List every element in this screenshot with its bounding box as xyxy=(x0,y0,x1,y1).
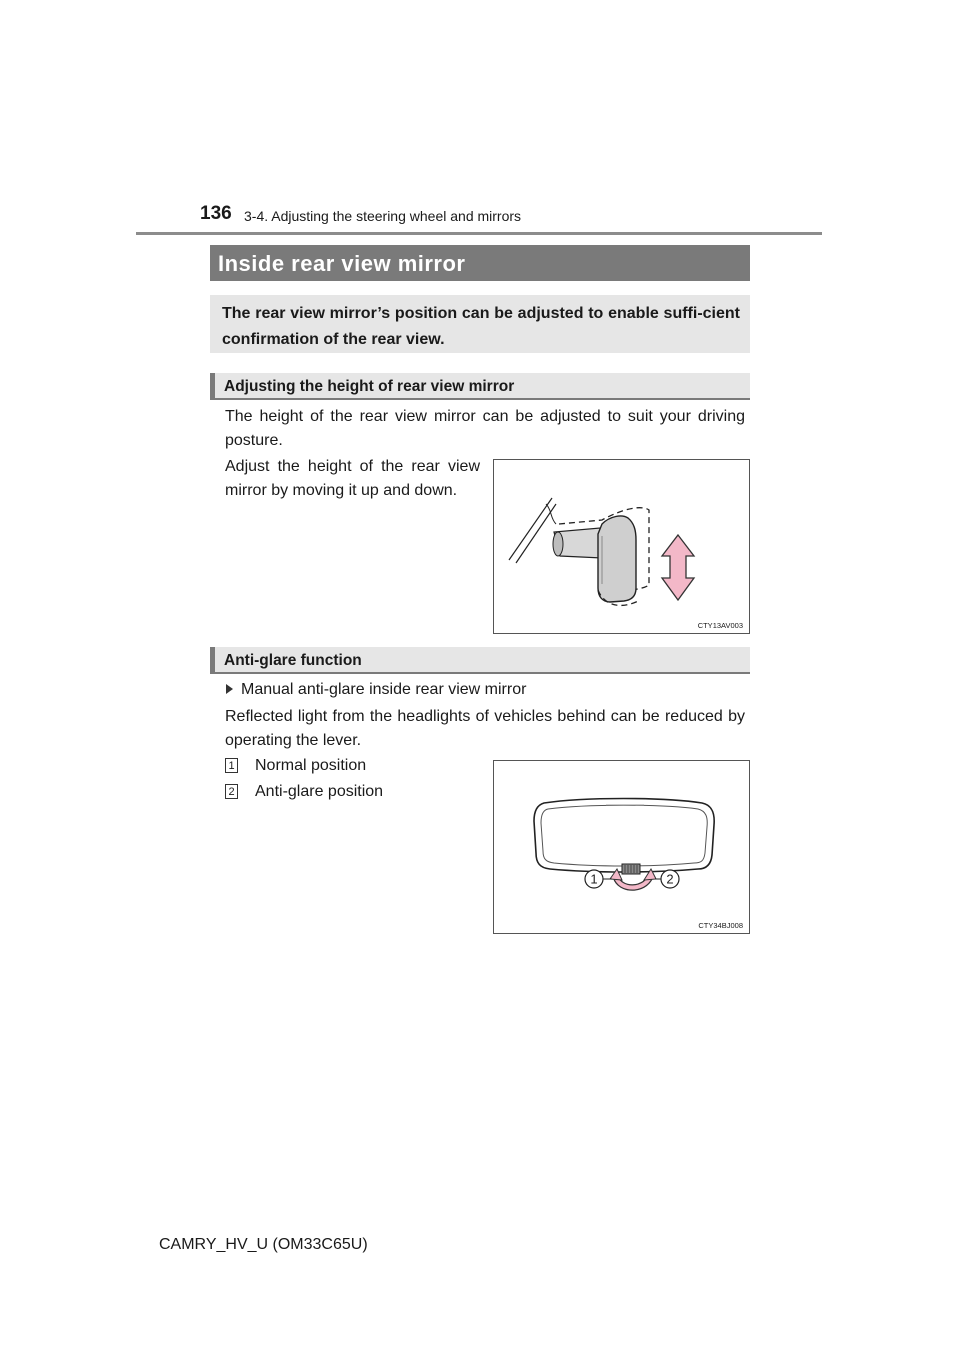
page-number: 136 xyxy=(200,203,232,224)
mirror-height-illustration xyxy=(494,460,749,633)
legend-label: Anti-glare position xyxy=(255,783,384,800)
mirror-lever-illustration xyxy=(494,761,749,933)
bullet-text: Manual anti-glare inside rear view mirror xyxy=(241,681,527,698)
figure-code: CTY34BJ008 xyxy=(698,921,743,930)
antiglare-figure xyxy=(493,760,750,934)
summary-box: The rear view mirror’s position can be adjusted to enable suffi-cient confirmation of the rear view. xyxy=(210,295,750,353)
subhead-antiglare: Anti-glare function xyxy=(210,647,750,674)
header-rule xyxy=(136,232,822,235)
height-adjust-figure xyxy=(493,459,750,634)
legend-item-antiglare xyxy=(225,781,475,803)
bullet-item xyxy=(226,678,746,702)
number-badge: 1 xyxy=(225,758,238,773)
footer-model-code: CAMRY_HV_U (OM33C65U) xyxy=(159,1236,368,1253)
number-badge: 2 xyxy=(225,784,238,799)
height-instruction-paragraph: Adjust the height of the rear view mirror by moving it up and down. xyxy=(225,458,480,499)
svg-text:1: 1 xyxy=(590,871,598,887)
subhead-height: Adjusting the height of rear view mirror xyxy=(210,373,750,400)
svg-text:2: 2 xyxy=(666,871,674,887)
antiglare-paragraph: Reflected light from the headlights of vehicles behind can be reduced by operating the lever. xyxy=(225,708,745,749)
legend-label: Normal position xyxy=(255,757,367,774)
legend-item-normal xyxy=(225,755,475,777)
page-title: Inside rear view mirror xyxy=(210,245,750,281)
height-intro-paragraph: The height of the rear view mirror can be adjusted to suit your driving posture. xyxy=(225,408,745,449)
figure-code: CTY13AV003 xyxy=(697,621,743,630)
section-header: 3-4. Adjusting the steering wheel and mirrors xyxy=(244,208,522,224)
triangle-bullet-icon xyxy=(226,684,233,694)
